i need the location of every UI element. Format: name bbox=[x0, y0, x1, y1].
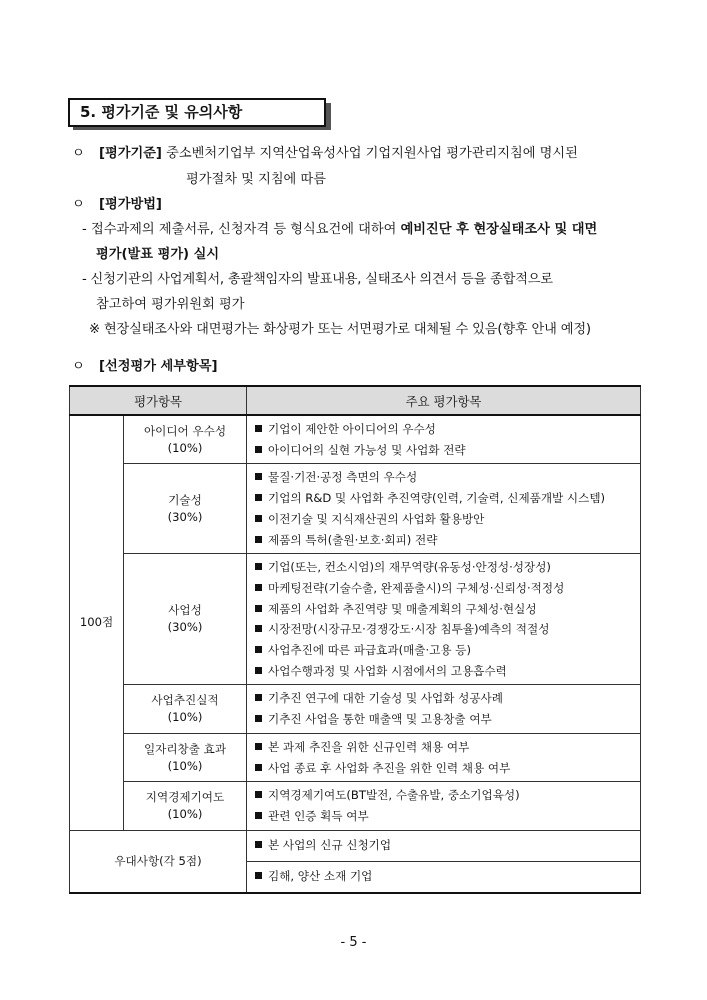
category-name: 기술성 bbox=[168, 492, 202, 507]
square-bullet-icon bbox=[255, 667, 262, 674]
table-row bbox=[70, 685, 641, 733]
method-note: ※ 현장실태조사와 대면평가는 화상평가 또는 서면평가로 대체될 수 있음(향후 안내 예정) bbox=[89, 322, 591, 337]
items-cell bbox=[247, 685, 641, 733]
category-weight: (10%) bbox=[167, 440, 203, 455]
items-cell bbox=[247, 464, 641, 554]
category-cell bbox=[124, 464, 247, 554]
criteria-label: [평가기준] bbox=[98, 146, 162, 161]
square-bullet-icon bbox=[255, 536, 262, 543]
eval-item: 아이디어의 실현 가능성 및 사업화 전략 bbox=[268, 442, 466, 457]
evaluation-table bbox=[69, 385, 641, 894]
category-weight: (10%) bbox=[167, 710, 203, 725]
header-eval-item: 평가항목 bbox=[70, 386, 247, 415]
eval-item: 기업(또는, 컨소시엄)의 재무역량(유동성·안정성·성장성) bbox=[268, 560, 551, 575]
eval-item: 사업수행과정 및 사업화 시점에서의 고용흡수력 bbox=[268, 663, 507, 678]
selection-label: [선정평가 세부항목] bbox=[98, 359, 218, 374]
section-title: 5. 평가기준 및 유의사항 bbox=[68, 98, 326, 127]
method-heading bbox=[72, 196, 162, 214]
eval-item: 관련 인증 획득 여부 bbox=[268, 808, 369, 823]
items-cell bbox=[247, 733, 641, 781]
table-row bbox=[70, 464, 641, 554]
bonus-item: 김해, 양산 소재 기업 bbox=[268, 869, 373, 884]
square-bullet-icon bbox=[255, 605, 262, 612]
square-bullet-icon bbox=[255, 425, 262, 432]
square-bullet-icon bbox=[255, 764, 262, 771]
method-item-2: - 신청기관의 사업계획서, 총괄책임자의 발표내용, 실태조사 의견서 등을 종합적으로 bbox=[82, 272, 553, 287]
square-bullet-icon bbox=[255, 563, 262, 570]
items-cell bbox=[247, 830, 641, 861]
category-weight: (10%) bbox=[167, 806, 203, 821]
category-cell bbox=[124, 685, 247, 733]
category-name: 일자리창출 효과 bbox=[143, 741, 227, 756]
method-item-1-cont: 평가(발표 평가) 실시 bbox=[96, 247, 220, 262]
method-item-1-bold: 예비진단 후 현장실태조사 및 대면 bbox=[400, 222, 598, 237]
items-cell bbox=[247, 554, 641, 685]
eval-item: 이전기술 및 지식재산권의 사업화 활용방안 bbox=[268, 511, 485, 526]
square-bullet-icon bbox=[255, 743, 262, 750]
eval-item: 마케팅전략(기술수출, 완제품출시)의 구체성·신뢰성·적정성 bbox=[268, 580, 565, 595]
bonus-item: 본 사업의 신규 신청기업 bbox=[268, 838, 392, 853]
eval-item: 제품의 사업화 추진역량 및 매출계획의 구체성·현실성 bbox=[268, 601, 537, 616]
eval-item: 기업이 제안한 아이디어의 우수성 bbox=[268, 422, 436, 436]
header-main-item: 주요 평가항목 bbox=[247, 386, 641, 415]
bonus-label: 우대사항(각 5점) bbox=[70, 830, 247, 893]
eval-item: 사업 종료 후 사업화 추진을 위한 인력 채용 여부 bbox=[268, 760, 511, 775]
eval-item: 기추진 사업을 통한 매출액 및 고용창출 여부 bbox=[268, 712, 492, 727]
category-cell bbox=[124, 782, 247, 830]
page-number: - 5 - bbox=[340, 935, 367, 950]
table-row bbox=[70, 782, 641, 830]
square-bullet-icon bbox=[255, 715, 262, 722]
square-bullet-icon bbox=[255, 872, 262, 879]
square-bullet-icon bbox=[255, 694, 262, 701]
category-cell bbox=[124, 554, 247, 685]
square-bullet-icon bbox=[255, 841, 262, 848]
method-item-1-text: - 접수과제의 제출서류, 신청자격 등 형식요건에 대하여 bbox=[82, 222, 401, 237]
criteria-text: 중소벤처기업부 지역산업육성사업 기업지원사업 평가관리지침에 명시된 bbox=[161, 146, 578, 161]
square-bullet-icon bbox=[255, 812, 262, 819]
square-bullet-icon bbox=[255, 584, 262, 591]
items-cell bbox=[247, 782, 641, 830]
square-bullet-icon bbox=[255, 791, 262, 798]
table-row bbox=[70, 554, 641, 685]
eval-item: 지역경제기여도(BT발전, 수출유발, 중소기업육성) bbox=[268, 788, 520, 803]
eval-item: 사업추진에 따른 파급효과(매출·고용 등) bbox=[268, 643, 471, 658]
square-bullet-icon bbox=[255, 446, 262, 453]
square-bullet-icon bbox=[255, 494, 262, 501]
square-bullet-icon bbox=[255, 515, 262, 522]
category-weight: (30%) bbox=[167, 509, 203, 524]
table-row bbox=[70, 733, 641, 781]
items-cell bbox=[247, 415, 641, 464]
eval-item: 제품의 특허(출원·보호·회피) 전략 bbox=[268, 532, 438, 547]
table-row bbox=[70, 415, 641, 464]
category-weight: (10%) bbox=[167, 758, 203, 773]
criteria-paragraph bbox=[72, 145, 578, 163]
bullet: ㅇ bbox=[72, 197, 85, 212]
section-title-box bbox=[68, 98, 332, 130]
square-bullet-icon bbox=[255, 646, 262, 653]
criteria-text-line2: 평가절차 및 지침에 따름 bbox=[186, 172, 326, 187]
method-item-2-cont: 참고하여 평가위원회 평가 bbox=[96, 297, 245, 312]
category-cell bbox=[124, 415, 247, 464]
category-name: 사업추진실적 bbox=[151, 693, 219, 708]
eval-item: 시장전망(시장규모·경쟁강도·시장 침투율)예측의 적절성 bbox=[268, 622, 550, 637]
total-score: 100점 bbox=[70, 415, 124, 830]
table-row bbox=[70, 830, 641, 861]
category-cell bbox=[124, 733, 247, 781]
category-name: 지역경제기여도 bbox=[145, 789, 225, 804]
eval-item: 물질·기전·공정 측면의 우수성 bbox=[268, 470, 418, 485]
category-name: 아이디어 우수성 bbox=[143, 423, 227, 438]
square-bullet-icon bbox=[255, 625, 262, 632]
selection-heading bbox=[72, 358, 218, 376]
square-bullet-icon bbox=[255, 473, 262, 480]
eval-item: 본 과제 추진을 위한 신규인력 채용 여부 bbox=[268, 739, 470, 754]
items-cell bbox=[247, 861, 641, 893]
table-header-row bbox=[70, 386, 641, 415]
method-item-1 bbox=[82, 221, 597, 239]
category-weight: (30%) bbox=[167, 620, 203, 635]
category-name: 사업성 bbox=[168, 603, 202, 618]
method-label: [평가방법] bbox=[98, 197, 162, 212]
eval-item: 기추진 연구에 대한 기술성 및 사업화 성공사례 bbox=[268, 691, 503, 706]
bullet: ㅇ bbox=[72, 146, 85, 161]
eval-item: 기업의 R&D 및 사업화 추진역량(인력, 기술력, 신제품개발 시스템) bbox=[268, 491, 606, 506]
bullet: ㅇ bbox=[72, 359, 85, 374]
